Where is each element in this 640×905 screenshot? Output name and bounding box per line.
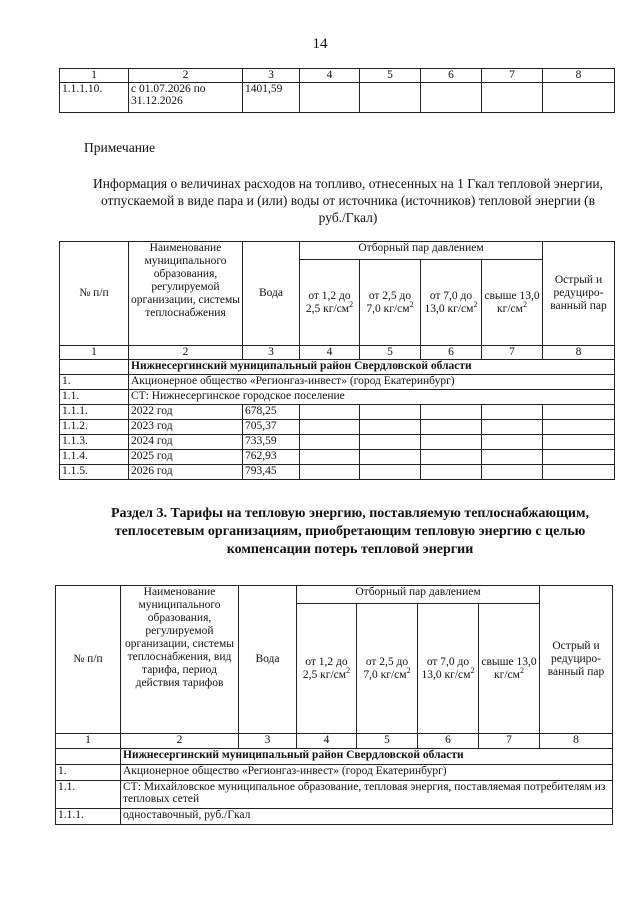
org-name: Акционерное общество «Регионгаз-инвест» (город Екатеринбург) [121,765,613,781]
col-number: 3 [239,734,297,749]
section-3-heading: Раздел 3. Тарифы на тепловую энергию, поставляемую теплоснабжающим, теплосетевым организациям, приобретающим тепловую энергию с целью компенсации потерь тепловой энергии [110,506,590,557]
col-number: 3 [243,69,300,83]
col-number: 2 [121,734,239,749]
header-number: № п/п [60,242,129,346]
tariff-type: одноставочный, руб./Гкал [121,809,613,825]
col-number: 5 [360,346,421,360]
district-row: Нижнесергинский муниципальный район Свердловской области [121,749,613,765]
table-column-numbers [60,69,615,83]
header-steam-4: свыше 13,0 $кг/см^2$ [482,260,543,346]
header-steam-1: от 1,2 до 2,5 $кг/см^2$ [297,604,357,734]
header-steam-4: свыше 13,0 $кг/см^2$ [479,604,540,734]
empty-cell [300,83,360,113]
col-number: 1 [56,734,121,749]
header-water: Вода [243,242,300,346]
system-name: СТ: Нижнесергинское городское поселение [129,390,615,405]
header-number: № п/п [56,586,121,734]
table-continuation [59,68,615,113]
header-steam-group: Отборный пар давлением [297,586,540,604]
empty-cell [60,360,129,375]
row-value: 762,93 [243,450,300,465]
col-number: 6 [421,69,482,83]
col-number: 7 [482,346,543,360]
tariff-number: 1.1.1. [56,809,121,825]
table-column-numbers [56,734,613,749]
row-value: 733,59 [243,435,300,450]
col-number: 6 [421,346,482,360]
empty-cell [421,83,482,113]
table-row [60,465,615,480]
col-number: 8 [543,69,615,83]
col-number: 5 [357,734,418,749]
row-number: 1.1.3. [60,435,129,450]
table-row [60,83,615,113]
row-number: 1.1.1.10. [60,83,129,113]
row-year: 2024 год [129,435,243,450]
table-row [60,420,615,435]
header-sharp-steam: Острый и редуциро-ванный пар [543,242,615,346]
col-number: 8 [543,346,615,360]
header-sharp-steam: Острый и редуциро-ванный пар [540,586,613,734]
col-number: 4 [297,734,357,749]
col-number: 7 [479,734,540,749]
col-number: 1 [60,346,129,360]
empty-cell [360,83,421,113]
table-tariffs [55,585,613,825]
empty-cell [543,83,615,113]
org-name: Акционерное общество «Регионгаз-инвест» (город Екатеринбург) [129,375,615,390]
note-label: Примечание [84,140,156,155]
empty-cell [56,749,121,765]
header-steam-group: Отборный пар давлением [300,242,543,260]
col-number: 4 [300,346,360,360]
page-number: 14 [312,36,328,52]
system-name: СТ: Михайловское муниципальное образование, тепловая энергия, поставляемая потребителям из тепловых сетей [121,781,613,809]
table-column-numbers [60,346,615,360]
row-year: 2026 год [129,465,243,480]
col-number: 4 [300,69,360,83]
col-number: 6 [418,734,479,749]
system-number: 1.1. [60,390,129,405]
info-heading: Информация о величинах расходов на топливо, отнесенных на 1 Гкал тепловой энергии, отпускаемой в виде пара и (или) воды от источника (источников) тепловой энергии (в руб./Гкал) [92,176,604,225]
row-value: 1401,59 [243,83,300,113]
header-steam-1: от 1,2 до 2,5 $кг/см^2$ [300,260,360,346]
col-number: 2 [129,69,243,83]
col-number: 3 [243,346,300,360]
table-fuel-costs [59,241,615,480]
col-number: 8 [540,734,613,749]
row-value: 705,37 [243,420,300,435]
row-value: 793,45 [243,465,300,480]
header-name: Наименование муниципального образования, регулируемой организации, системы теплоснабжения, вид тарифа, период действия тарифов [121,586,239,734]
district-row: Нижнесергинский муниципальный район Свердловской области [129,360,615,375]
system-number: 1.1. [56,781,121,809]
row-year: 2025 год [129,450,243,465]
table-row [60,450,615,465]
header-name: Наименование муниципального образования, регулируемой организации, системы теплоснабжения [129,242,243,346]
row-year: 2023 год [129,420,243,435]
row-number: 1.1.5. [60,465,129,480]
header-steam-3: от 7,0 до 13,0 $кг/см^2$ [421,260,482,346]
header-water: Вода [239,586,297,734]
empty-cell [482,83,543,113]
row-number: 1.1.4. [60,450,129,465]
row-value: 678,25 [243,405,300,420]
col-number: 2 [129,346,243,360]
table-row [60,405,615,420]
org-number: 1. [56,765,121,781]
row-number: 1.1.1. [60,405,129,420]
table-row [60,435,615,450]
header-steam-2: от 2,5 до 7,0 $кг/см^2$ [360,260,421,346]
row-year: 2022 год [129,405,243,420]
col-number: 5 [360,69,421,83]
org-number: 1. [60,375,129,390]
col-number: 7 [482,69,543,83]
row-number: 1.1.2. [60,420,129,435]
col-number: 1 [60,69,129,83]
header-steam-2: от 2,5 до 7,0 $кг/см^2$ [357,604,418,734]
row-period: с 01.07.2026 по 31.12.2026 [129,83,243,113]
header-steam-3: от 7,0 до 13,0 $кг/см^2$ [418,604,479,734]
